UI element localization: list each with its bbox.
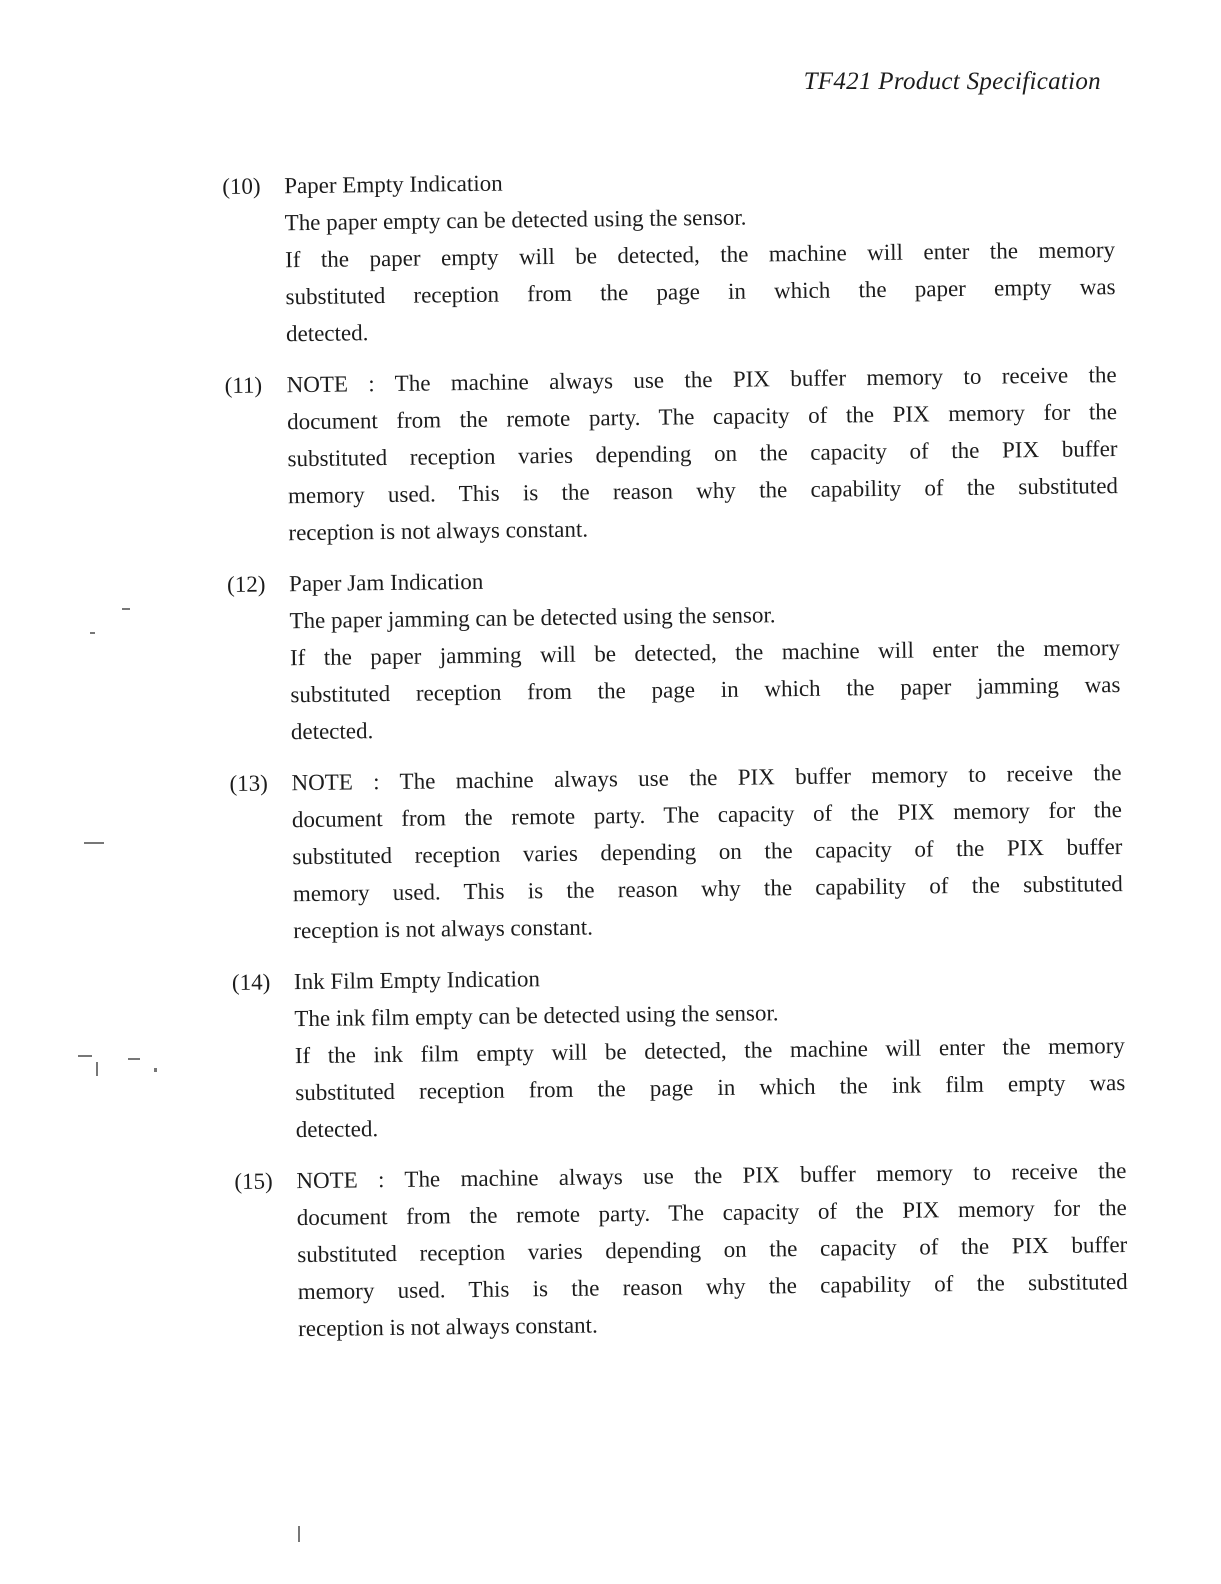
body-line: If the paper jamming will be detected, the machine will enter the memory <box>289 635 1121 671</box>
body-line: substituted reception varies depending on the capacity of the PIX buffer <box>287 436 1118 472</box>
section-heading: Paper Jam Indication <box>288 568 484 597</box>
body-line: memory used. This is the reason why the capability of the substituted <box>297 1269 1128 1305</box>
section-13 <box>229 754 1123 950</box>
section-12 <box>227 555 1121 751</box>
section-body <box>287 393 1119 551</box>
body-line: detected. <box>295 1116 379 1143</box>
section-heading: NOTE : The machine always use the PIX buffer memory to receive the <box>291 760 1122 796</box>
body-line: memory used. This is the reason why the capability of the substituted <box>287 473 1119 509</box>
section-body <box>297 1189 1129 1347</box>
section-14 <box>232 953 1126 1149</box>
body-line: detected. <box>290 718 374 745</box>
body-line: The ink film empty can be detected using the sensor. <box>294 1000 779 1032</box>
body-line: substituted reception from the page in which the ink film empty was <box>295 1070 1126 1106</box>
body-line: document from the remote party. The capacity of the PIX memory for the <box>286 399 1118 435</box>
body-line: substituted reception from the page in which the paper jamming was <box>290 672 1121 708</box>
document-body <box>222 157 1129 1362</box>
body-line: reception is not always constant. <box>293 914 594 944</box>
section-15 <box>234 1152 1128 1348</box>
body-line: detected. <box>285 320 369 347</box>
body-line: If the ink film empty will be detected, the machine will enter the memory <box>294 1033 1125 1069</box>
body-line: document from the remote party. The capacity of the PIX memory for the <box>296 1195 1127 1231</box>
section-body <box>284 194 1116 352</box>
scan-speck <box>84 842 104 844</box>
section-number: (13) <box>229 770 268 796</box>
scan-speck <box>128 1058 140 1060</box>
body-line: The paper empty can be detected using the sensor. <box>284 204 747 236</box>
section-body <box>294 990 1126 1148</box>
body-line: The paper jamming can be detected using the sensor. <box>289 602 776 634</box>
scan-speck <box>154 1068 157 1072</box>
body-line: If the paper empty will be detected, the machine will enter the memory <box>284 237 1116 273</box>
section-11 <box>224 356 1118 552</box>
scan-speck <box>298 1526 300 1542</box>
section-number: (14) <box>231 969 271 995</box>
section-heading: NOTE : The machine always use the PIX buffer memory to receive the <box>296 1158 1127 1194</box>
body-line: substituted reception varies depending on the capacity of the PIX buffer <box>297 1232 1128 1268</box>
section-number: (11) <box>224 372 263 398</box>
scan-speck <box>78 1055 92 1057</box>
scan-speck <box>90 632 95 634</box>
body-line: substituted reception from the page in which the paper empty was <box>285 274 1116 310</box>
scan-speck <box>96 1062 98 1076</box>
body-line: document from the remote party. The capacity of the PIX memory for the <box>291 797 1123 833</box>
section-10 <box>222 157 1116 353</box>
section-body <box>289 592 1121 750</box>
body-line: substituted reception varies depending on the capacity of the PIX buffer <box>292 834 1123 870</box>
body-line: reception is not always constant. <box>298 1312 598 1342</box>
scan-speck <box>122 608 130 610</box>
body-line: reception is not always constant. <box>288 516 589 546</box>
section-number: (12) <box>226 571 266 597</box>
section-body <box>292 791 1124 949</box>
section-number: (15) <box>234 1168 273 1194</box>
section-heading: Paper Empty Indication <box>284 170 503 199</box>
section-heading: NOTE : The machine always use the PIX buffer memory to receive the <box>286 362 1117 398</box>
body-line: memory used. This is the reason why the capability of the substituted <box>292 871 1123 907</box>
section-heading: Ink Film Empty Indication <box>293 966 541 995</box>
page-header-title: TF421 Product Specification <box>803 68 1101 95</box>
section-number: (10) <box>222 173 261 199</box>
